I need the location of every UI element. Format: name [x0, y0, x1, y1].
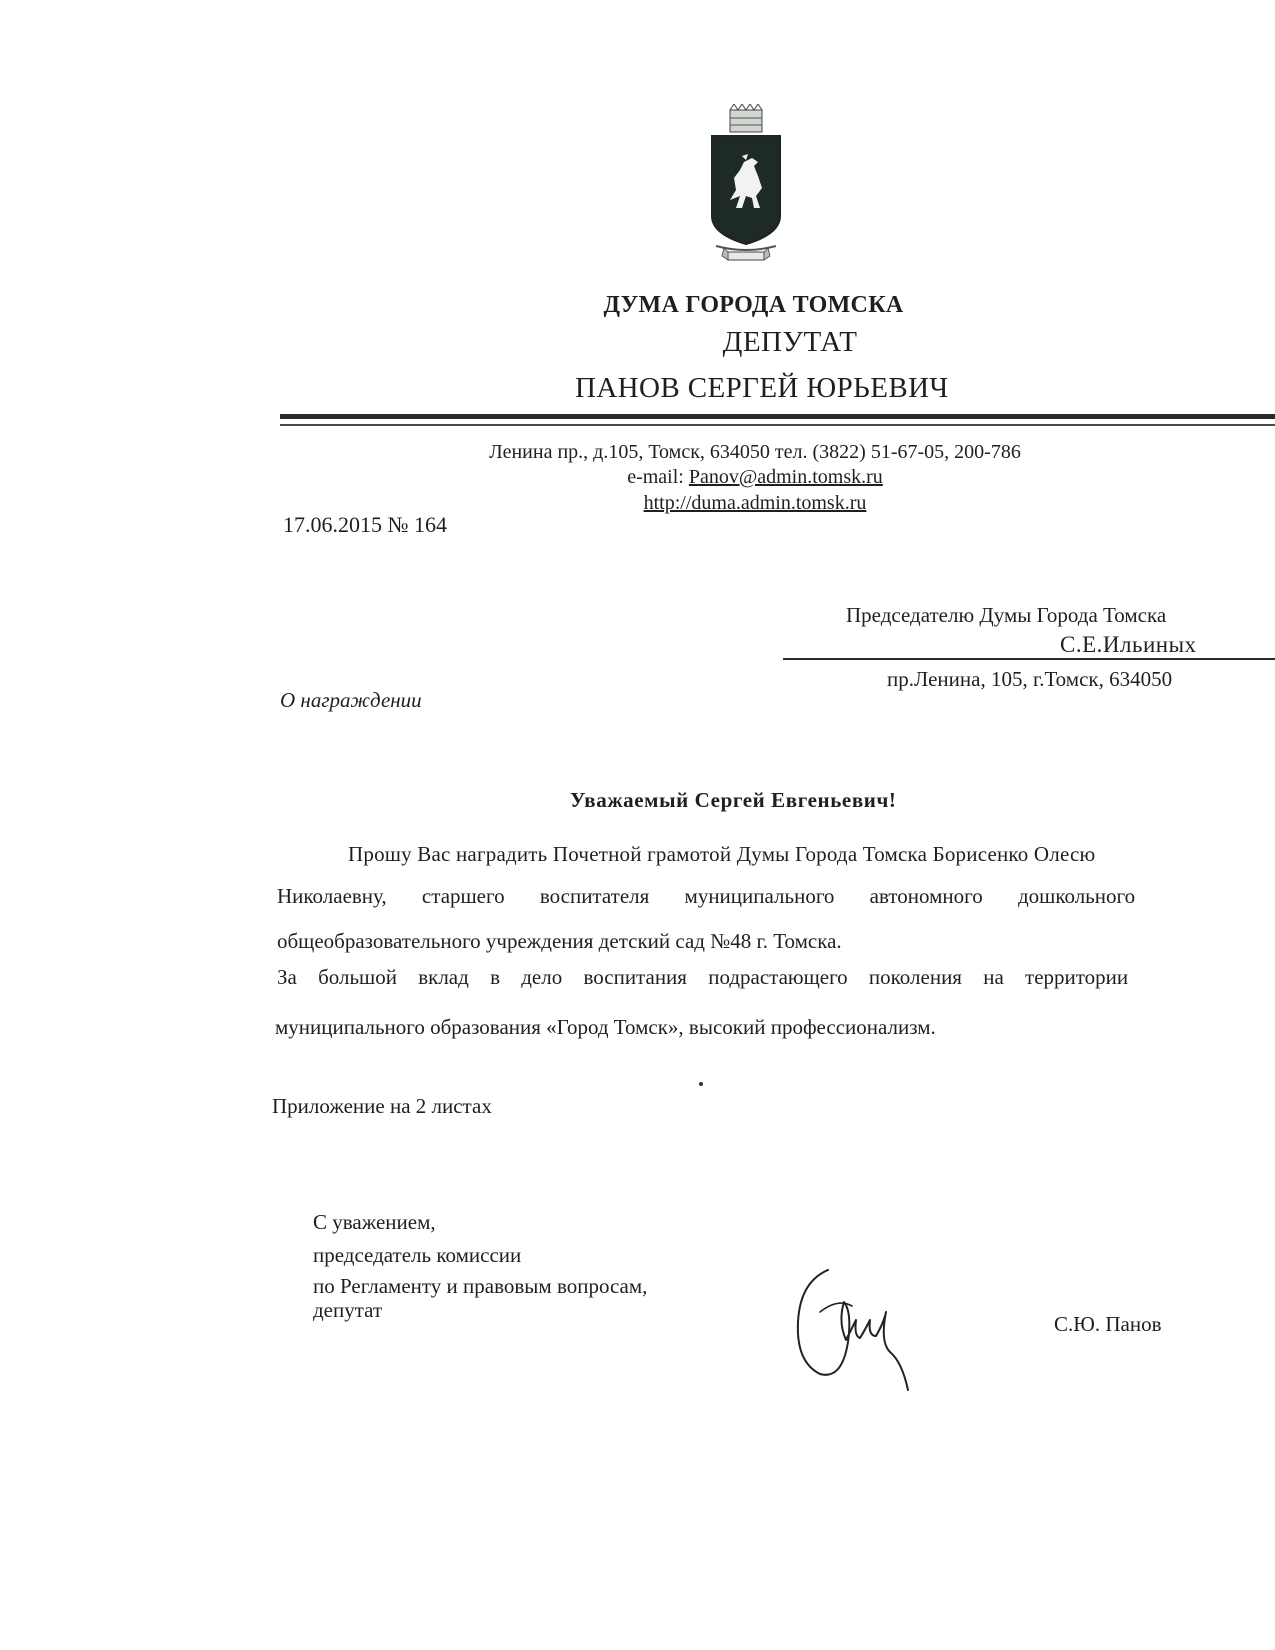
closing-line: по Регламенту и правовым вопросам,: [313, 1274, 648, 1298]
deputy-name: ПАНОВ СЕРГЕЙ ЮРЬЕВИЧ: [575, 372, 949, 404]
website-line: [430, 492, 1080, 515]
body-line: За большой вклад в дело воспитания подрастающего поколения на территории: [277, 965, 1129, 989]
body-line: Прошу Вас наградить Почетной грамотой Думы Города Томска Борисенко Олесю: [348, 842, 1096, 866]
email-line: [430, 466, 1080, 489]
addressee-address: пр.Ленина, 105, г.Томск, 634050: [887, 667, 1173, 691]
signer-name: С.Ю. Панов: [1054, 1312, 1162, 1336]
closing-line: депутат: [313, 1298, 383, 1322]
website-link[interactable]: http://duma.admin.tomsk.ru: [643, 492, 867, 514]
closing-line: председатель комиссии: [313, 1243, 522, 1267]
email-label: e-mail:: [627, 466, 689, 488]
letter-subject: О награждении: [280, 688, 422, 712]
salutation: Уважаемый Сергей Евгеньевич!: [570, 788, 897, 812]
email-link[interactable]: Panov@admin.tomsk.ru: [688, 466, 883, 488]
addressee-name: С.Е.Ильиных: [1060, 632, 1197, 657]
attachment-note: Приложение на 2 листах: [272, 1094, 492, 1118]
outgoing-number: 17.06.2015 № 164: [283, 512, 447, 537]
addressee-rule: [783, 658, 1275, 660]
handwritten-signature-icon: [790, 1262, 940, 1402]
header-rule-thin: [280, 424, 1275, 426]
body-line: муниципального образования «Город Томск», высокий профессионализм.: [275, 1015, 936, 1039]
addressee-position: Председателю Думы Города Томска: [846, 603, 1167, 627]
stray-dot: [699, 1082, 703, 1086]
deputy-title: ДЕПУТАТ: [722, 326, 858, 358]
tomsk-coat-of-arms-icon: [706, 104, 786, 272]
organization-name: ДУМА ГОРОДА ТОМСКА: [603, 292, 904, 318]
address-phone: Ленина пр., д.105, Томск, 634050 тел. (3822) 51-67-05, 200-786: [489, 441, 1021, 463]
header-rule-thick: [280, 414, 1275, 419]
closing-line: С уважением,: [313, 1210, 436, 1234]
body-line: общеобразовательного учреждения детский сад №48 г. Томска.: [277, 929, 842, 953]
body-line: Николаевну, старшего воспитателя муниципального автономного дошкольного: [277, 884, 1136, 908]
